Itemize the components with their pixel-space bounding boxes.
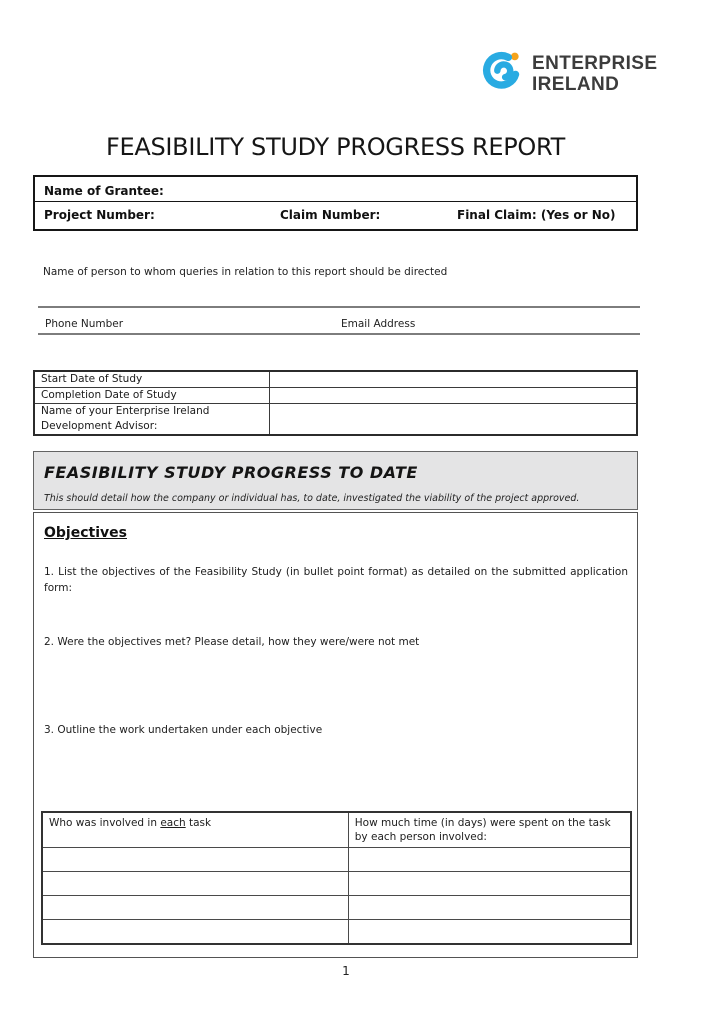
grantee-name-row	[35, 177, 636, 202]
col1-header-prefix: Who was involved in	[49, 817, 161, 829]
objectives-question-1: 1. List the objectives of the Feasibility Study (in bullet point format) as detailed on the submitted application form:	[44, 566, 628, 594]
task-table-row	[42, 872, 631, 896]
divider-line	[38, 306, 640, 308]
development-advisor-label: Name of your Enterprise Ireland Development Advisor:	[34, 404, 269, 436]
progress-section-heading: FEASIBILITY STUDY PROGRESS TO DATE	[44, 463, 418, 482]
task-table-empty-cell	[348, 920, 631, 944]
grantee-table	[33, 175, 638, 231]
progress-section-description: This should detail how the company or individual has, to date, investigated the viability of the project approved.	[44, 493, 580, 504]
objectives-question-2: 2. Were the objectives met? Please detail, how they were/were not met	[44, 636, 420, 648]
start-date-label: Start Date of Study	[34, 371, 269, 388]
document-title: FEASIBILITY STUDY PROGRESS REPORT	[105, 133, 566, 161]
logo-swirl-icon	[478, 50, 524, 96]
objectives-box	[33, 512, 638, 958]
divider-line	[38, 333, 640, 335]
task-table-empty-cell	[42, 872, 348, 896]
project-claim-row	[35, 202, 636, 229]
task-table-empty-cell	[42, 848, 348, 872]
study-dates-table	[33, 370, 638, 436]
table-row	[34, 388, 637, 404]
page-number: 1	[342, 964, 350, 978]
final-claim-label: Final Claim: (Yes or No)	[457, 208, 616, 222]
task-table-header-row	[42, 812, 631, 848]
logo-text-line2: IRELAND	[532, 74, 620, 95]
table-row	[34, 371, 637, 388]
claim-number-label: Claim Number:	[280, 208, 381, 222]
task-table-row	[42, 920, 631, 944]
start-date-value	[269, 371, 637, 388]
email-address-label: Email Address	[341, 318, 416, 330]
queries-prompt: Name of person to whom queries in relation to this report should be directed	[43, 266, 448, 278]
completion-date-label: Completion Date of Study	[34, 388, 269, 404]
table-row	[34, 404, 637, 436]
task-table-empty-cell	[42, 896, 348, 920]
task-table-row	[42, 896, 631, 920]
project-number-label: Project Number:	[44, 208, 155, 222]
logo-text-line1: ENTERPRISE	[532, 53, 658, 74]
task-table-row	[42, 848, 631, 872]
task-table-empty-cell	[348, 848, 631, 872]
col1-header-suffix: task	[185, 817, 212, 829]
task-table	[41, 811, 632, 945]
task-table-empty-rows	[42, 848, 631, 944]
name-of-grantee-label: Name of Grantee:	[44, 184, 164, 198]
col1-header-underlined-word: each	[160, 817, 186, 829]
progress-section-header	[33, 451, 638, 510]
objectives-heading: Objectives	[44, 525, 127, 541]
completion-date-value	[269, 388, 637, 404]
task-table-col2-header: How much time (in days) were spent on the task by each person involved:	[348, 812, 631, 848]
task-table-empty-cell	[348, 872, 631, 896]
objectives-question-3: 3. Outline the work undertaken under each objective	[44, 724, 323, 736]
task-table-col1-header	[42, 812, 348, 848]
task-table-empty-cell	[42, 920, 348, 944]
logo-wordmark	[532, 53, 657, 95]
development-advisor-value	[269, 404, 637, 436]
phone-number-label: Phone Number	[45, 318, 124, 330]
enterprise-ireland-logo	[478, 50, 657, 96]
task-table-empty-cell	[348, 896, 631, 920]
